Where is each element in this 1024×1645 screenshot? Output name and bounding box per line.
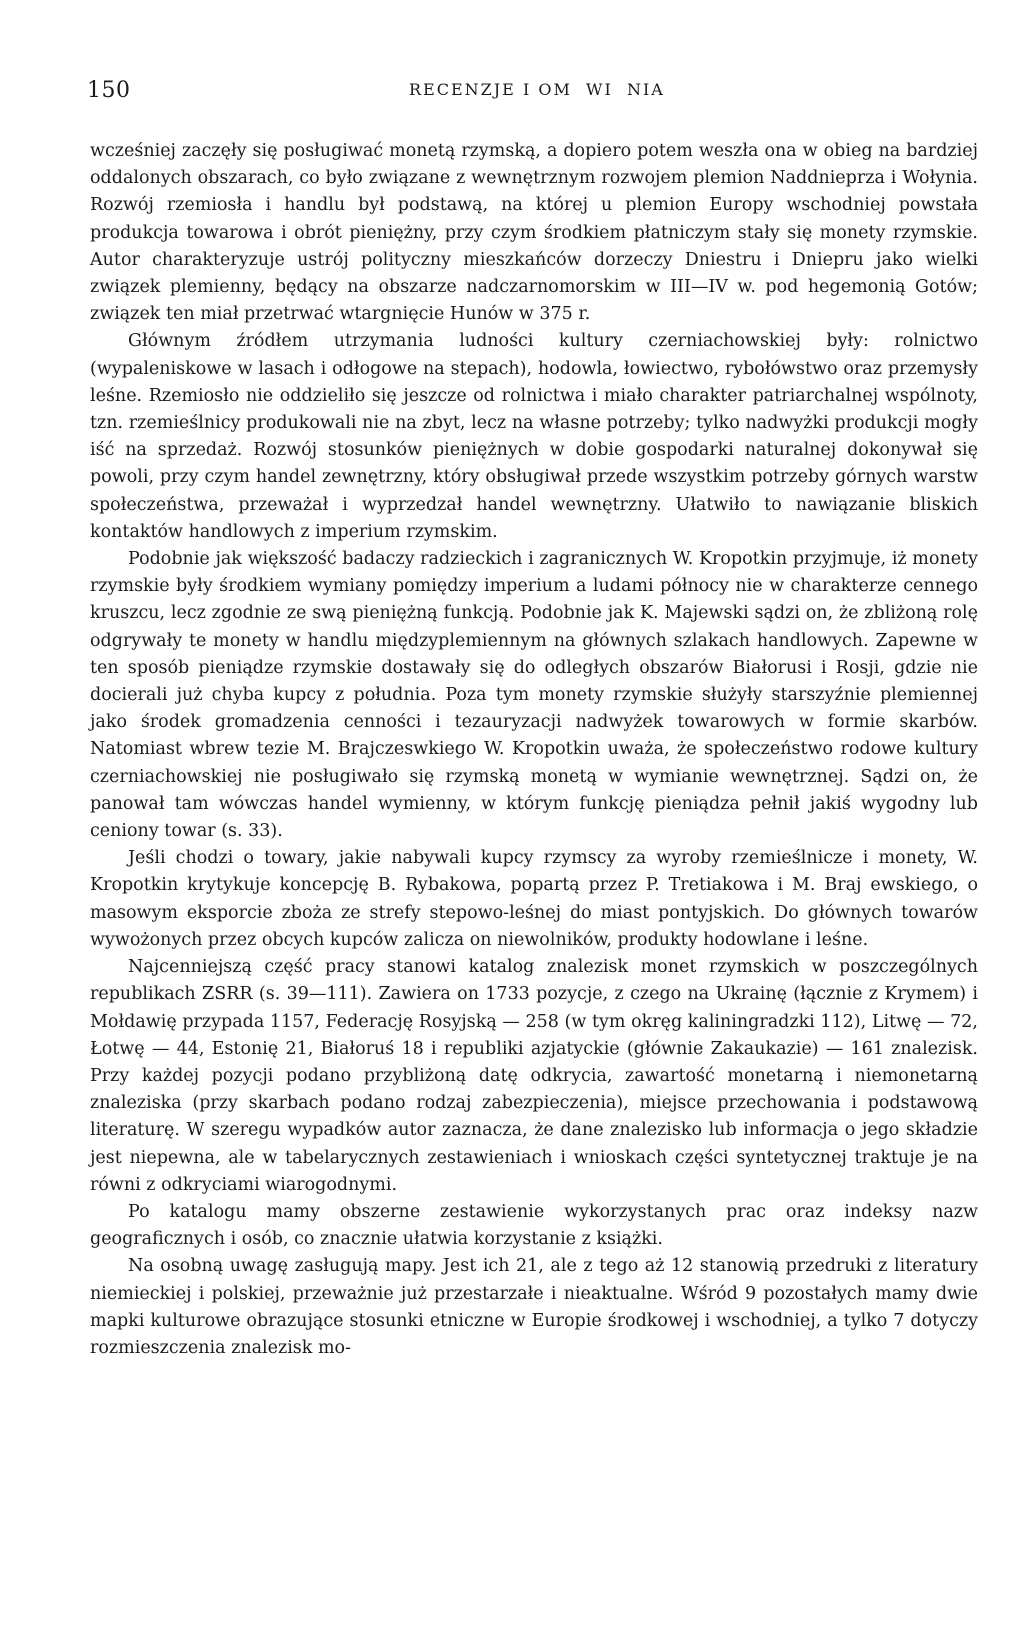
paragraph: Na osobną uwagę zasługują mapy. Jest ich 21, ale z tego aż 12 stanowią przedruki z literatury niemieckiej i polskiej, przeważnie już przestarzałe i nieaktualne. Wśród 9 pozostałych mamy dwie mapki kulturowe obrazujące stosunki etniczne w Europie środkowej i wschodniej, a tylko 7 dotyczy rozmieszczenia znalezisk mo- [90, 1256, 978, 1358]
paragraph: Głównym źródłem utrzymania ludności kultury czerniachowskiej były: rolnictwo (wypaleniskowe w lasach i odłogowe na stepach), hodowla, łowiectwo, rybołówstwo oraz przemysły leśne. Rzemiosło nie oddzieliło się jeszcze od rolnictwa i miało charakter patriarchalnej wspólnoty, tzn. rzemieślnicy produkowali nie na zbyt, lecz na własne potrzeby; tylko nadwyżki produkcji mogły iść na sprzedaż. Rozwój stosunków pieniężnych w dobie gospodarki naturalnej dokonywał się powoli, przy czym handel zewnętrzny, który obsługiwał przede wszystkim potrzeby górnych warstw społeczeństwa, przeważał i wyprzedzał handel wewnętrzny. Ułatwiło to nawiązanie bliskich kontaktów handlowych z imperium rzymskim. [90, 331, 978, 542]
page-header [87, 74, 939, 114]
paragraph: wcześniej zaczęły się posługiwać monetą rzymską, a dopiero potem weszła ona w obieg na bardziej oddalonych obszarach, co było związane z wewnętrznym rozwojem plemion Naddnieprza i Wołynia. Rozwój rzemiosła i handlu był podstawą, na której u plemion Europy wschodniej powstała produkcja towarowa i obrót pieniężny, przy czym środkiem płatniczym stały się monety rzymskie. Autor charakteryzuje ustrój polityczny mieszkańców dorzeczy Dniestru i Dniepru jako wielki związek plemienny, będący na obszarze nadczarnomorskim w III—IV w. pod hegemonią Gotów; związek ten miał przetrwać wtargnięcie Hunów w 375 r. [90, 141, 978, 325]
paragraph: Podobnie jak większość badaczy radzieckich i zagranicznych W. Kropotkin przyjmuje, iż monety rzymskie były środkiem wymiany pomiędzy imperium a ludami północy nie w charakterze cennego kruszcu, lecz zgodnie ze swą pieniężną funkcją. Podobnie jak K. Majewski sądzi on, że zbliżoną rolę odgrywały te monety w handlu międzyplemiennym na głównych szlakach handlowych. Zapewne w ten sposób pieniądze rzymskie dostawały się do odległych obszarów Białorusi i Rosji, gdzie nie docierali już chyba kupcy z południa. Poza tym monety rzymskie służyły starszyźnie plemiennej jako środek gromadzenia cenności i tezauryzacji nadwyżek towarowych w formie skarbów. Natomiast wbrew tezie M. Brajczeswkiego W. Kropotkin uważa, że społeczeństwo rodowe kultury czerniachowskiej nie posługiwało się rzymską monetą w wymianie wewnętrznej. Sądzi on, że panował tam wówczas handel wymienny, w którym funkcję pieniądza pełnił jakiś wygodny lub ceniony towar (s. 33). [90, 549, 978, 842]
running-title: RECENZJE I OM WI NIA [409, 80, 665, 99]
paragraph: Po katalogu mamy obszerne zestawienie wykorzystanych prac oraz indeksy nazw geograficznych i osób, co znacznie ułatwia korzystanie z książki. [90, 1201, 978, 1250]
page-number: 150 [87, 78, 131, 103]
paragraph: Jeśli chodzi o towary, jakie nabywali kupcy rzymscy za wyroby rzemieślnicze i monety, W. Kropotkin krytykuje koncepcję B. Rybakowa, popartą przez P. Tretiakowa i M. Braj ewskiego, o masowym eksporcie zboża ze strefy stepowo-leśnej do miast pontyjskich. Do głównych towarów wywożonych przez obcych kupców zalicza on niewolników, produkty hodowlane i leśne. [90, 848, 978, 950]
paragraph: Najcenniejszą część pracy stanowi katalog znalezisk monet rzymskich w poszczególnych republikach ZSRR (s. 39—111). Zawiera on 1733 pozycje, z czego na Ukrainę (łącznie z Krymem) i Mołdawię przypada 1157, Federację Rosyjską — 258 (w tym okręg kaliningradzki 112), Litwę — 72, Łotwę — 44, Estonię 21, Białoruś 18 i republiki azjatyckie (głównie Zakaukazie) — 161 znalezisk. Przy każdej pozycji podano przybliżoną datę odkrycia, zawartość monetarną i niemonetarną znaleziska (przy skarbach podano rodzaj zabezpieczenia), miejsce przechowania i podstawową literaturę. W szeregu wypadków autor zaznacza, że dane znalezisko lub informacja o jego składzie jest niepewna, ale w tabelarycznych zestawieniach i wnioskach części syntetycznej traktuje je na równi z odkryciami wiarogodnymi. [90, 957, 978, 1195]
body-text [90, 138, 978, 1362]
